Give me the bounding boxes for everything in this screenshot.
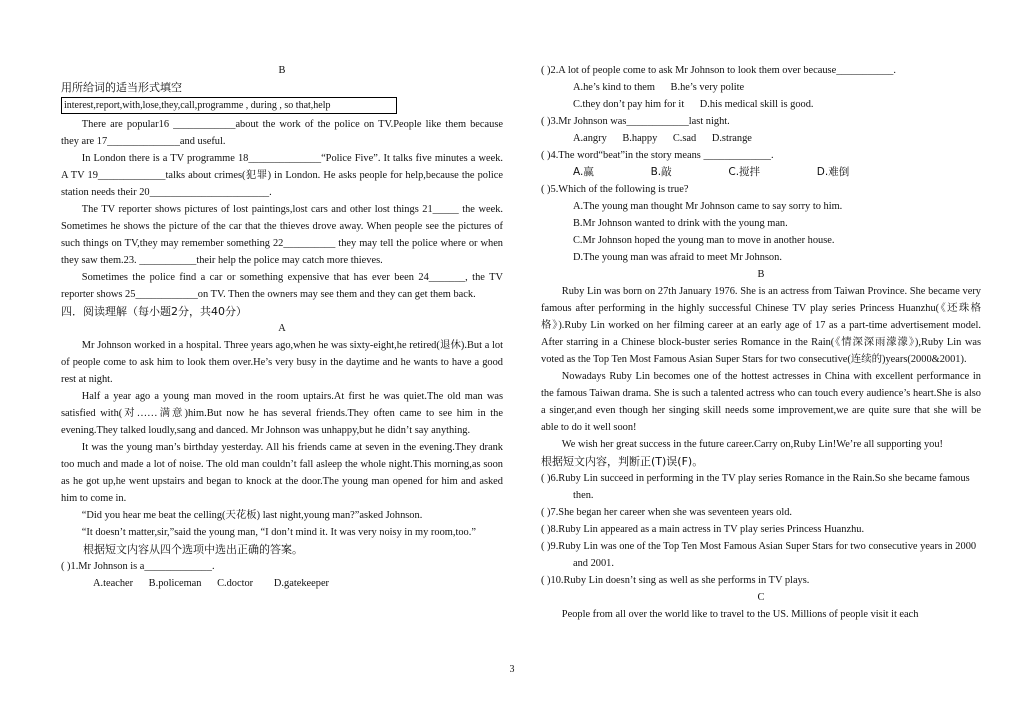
cloze-paragraph: There are popular16 ____________about the work of the police on TV.People like them because they are 17______________and useful. [61, 119, 503, 147]
question-3-options: A.angry B.happy C.sad D.strange [573, 133, 752, 144]
tf-question: ( )10.Ruby Lin doesn’t sing as well as she performs in TV plays. [541, 575, 810, 586]
tf-question: ( )9.Ruby Lin was one of the Top Ten Most Famous Asian Super Stars for two consecutive years in 2000 and 2001. [541, 541, 977, 569]
cloze-paragraph: Sometimes the police find a car or something expensive that has ever been 24_______, the TV reporter shows 25____________on TV. Then the owners may see them and they can get them back. [61, 272, 503, 300]
question-4: ( )4.The word“beat”in the story means _____________. [541, 150, 774, 161]
question-3: ( )3.Mr Johnson was____________last night. [541, 116, 730, 127]
cloze-paragraph: The TV reporter shows pictures of lost paintings,lost cars and other lost things 21_____ the week. Sometimes he shows the picture of the car that the thieves drove away. When people see the pictures of such things on TV,they may remember something 22__________ they may tell the police where or when they saw them.23. ___________their help the police may catch more thieves. [61, 204, 503, 266]
tf-question: ( )6.Ruby Lin succeed in performing in the TV play series Romance in the Rain.So she became famous then. [541, 473, 970, 501]
question-1-options: A.teacher B.policeman C.doctor D.gatekeeper [93, 578, 330, 589]
section-b-instruction: 用所给词的适当形式填空 [61, 81, 182, 94]
page-number: 3 [509, 664, 515, 675]
passage-c-paragraph: People from all over the world like to travel to the US. Millions of people visit it each [561, 609, 919, 620]
passage-c-heading: C [757, 592, 765, 603]
question-5-option: B.Mr Johnson wanted to drink with the young man. [573, 218, 788, 229]
question-5: ( )5.Which of the following is true? [541, 184, 689, 195]
question-5-option: A.The young man thought Mr Johnson came to say sorry to him. [573, 201, 843, 212]
passage-a-paragraph: Mr Johnson worked in a hospital. Three years ago,when he was sixty-eight,he retired(退休).But a lot of people come to ask him to look them over.He’s very busy in the daytime and he wants to have a good rest at night. [61, 340, 503, 385]
cloze-paragraph: In London there is a TV programme 18______________“Police Five”. It talks five minutes a week. A TV 19_____________talks about crimes(犯罪) in London. He asks people for help,because the police station needs their 20_______________________. [61, 153, 503, 198]
section-b-heading: B [278, 65, 286, 76]
question-2: ( )2.A lot of people come to ask Mr Johnson to look them over because___________. [541, 65, 896, 76]
passage-a-paragraph: It was the young man’s birthday yesterday. All his friends came at seven in the evening.They drank too much and made a lot of noise. The old man couldn’t fall asleep the whole night.This morning,as soon as he got up,he went upstairs and began to knock at the door.The young man opened for him and asked him to come in. [61, 442, 503, 504]
question-2-options: C.they don’t pay him for it D.his medical skill is good. [573, 99, 814, 110]
word-bank-box: interest,report,with,lose,they,call,programme , during , so that,help [61, 97, 397, 114]
left-column [61, 62, 503, 592]
tf-question: ( )7.She began her career when she was seventeen years old. [541, 507, 792, 518]
passage-a-paragraph: “Did you hear me beat the celling(天花板) last night,young man?”asked Johnson. [81, 510, 423, 521]
passage-a-heading: A [278, 323, 286, 334]
passage-b-paragraph: Ruby Lin was born on 27th January 1976. She is an actress from Taiwan Province. She became very famous after performing in the highly successful Chinese TV play series Princess Huanzhu(《还珠格格》).Ruby Lin worked on her filming career at an early age of 17 as a part-time advertisement model. After starring in a Chinese block-buster series Romance in the Rain(《情深深雨濛濛》),Ruby Lin was voted as the Top Ten Most Famous Asian Super Stars for two consecutive(连续的)years(2000&2001). [541, 286, 981, 365]
question-2-options: A.he’s kind to them B.he’s very polite [573, 82, 745, 93]
tf-question: ( )8.Ruby Lin appeared as a main actress in TV play series Princess Huanzhu. [541, 524, 865, 535]
question-5-option: D.The young man was afraid to meet Mr Johnson. [573, 252, 782, 263]
section-4-heading: 四．阅读理解（每小题2分，共40分） [61, 305, 247, 318]
passage-a-paragraph: Half a year ago a young man moved in the room uptairs.At first he was quiet.The old man was satisfied with(对……满意)him.But now he has several friends.They often came to see him in the evening.They talked loudly,sang and danced. Mr Johnson was unhappy,but he didn’t say anything. [61, 391, 503, 436]
question-5-option: C.Mr Johnson hoped the young man to move in another house. [573, 235, 835, 246]
passage-b-paragraph: Nowadays Ruby Lin becomes one of the hottest actresses in China with excellent performance in the famous Taiwan drama. She is such a talented actress who can touch every audience’s heart.She is also a singer,and even though her singing skill needs some improvement,we are quite sure that she will be able to do it well soon! [541, 371, 981, 433]
passage-b-instruction: 根据短文内容，判断正(T)误(F)。 [541, 455, 704, 468]
question-1: ( )1.Mr Johnson is a_____________. [61, 561, 215, 572]
right-column [541, 62, 981, 623]
passage-b-heading: B [757, 269, 765, 280]
passage-a-instruction: 根据短文内容从四个选项中选出正确的答案。 [83, 543, 303, 556]
passage-a-paragraph: “It doesn’t matter,sir,”said the young man, “I don’t mind it. It was very noisy in my room,too.” [81, 527, 476, 538]
passage-b-paragraph: We wish her great success in the future career.Carry on,Ruby Lin!We’re all supporting you! [561, 439, 944, 450]
question-4-options: A.赢 B.敲 C.搅拌 D.难倒 [573, 166, 850, 178]
